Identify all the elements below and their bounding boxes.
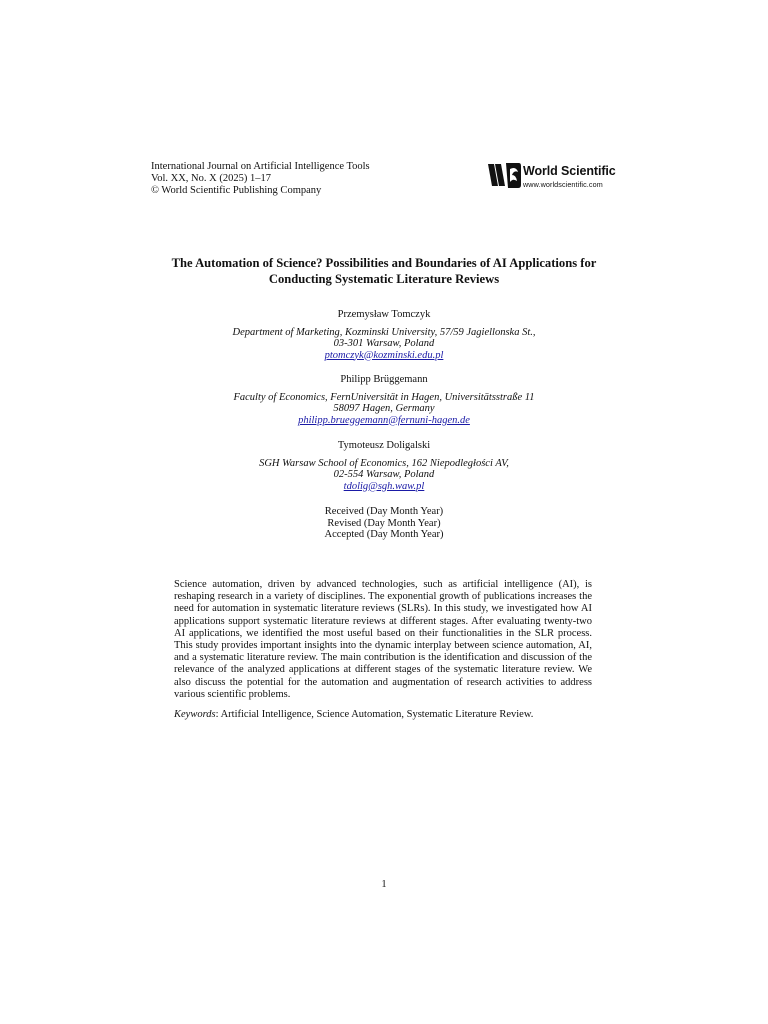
date-received: Received (Day Month Year): [324, 506, 444, 517]
world-scientific-logo-icon: [486, 161, 522, 189]
author-block-3: [150, 440, 618, 492]
author-block-1: [150, 309, 618, 361]
title-line-2: Conducting Systematic Literature Reviews: [268, 271, 500, 286]
author-name: Tymoteusz Doligalski: [337, 440, 431, 451]
author-affiliation: SGH Warsaw School of Economics, 162 Niepodległości AV,: [259, 457, 509, 469]
title-line-1: The Automation of Science? Possibilities and Boundaries of AI Applications for: [171, 256, 597, 270]
date-revised: Revised (Day Month Year): [327, 517, 441, 529]
author-name: Przemysław Tomczyk: [337, 309, 431, 320]
author-address: 58097 Hagen, Germany: [333, 403, 435, 414]
author-block-2: [150, 374, 618, 426]
logo-url: www.worldscientific.com: [523, 180, 603, 189]
author-address: 03-301 Warsaw, Poland: [333, 338, 435, 349]
abstract: Science automation, driven by advanced technologies, such as artificial intelligence (AI), is reshaping research in a variety of disciplines. The exponential growth of publications increases the need for automation in systematic literature reviews (SLRs). In this study, we investigated how AI applications support systematic literature reviews at different stages. After evaluating twenty-two AI applications, we identified the most useful based on their functionalities in the SLR process. This study provides important insights into the dynamic interplay between science automation, AI, and a systematic literature review. The main contribution is the identification and discussion of the relevance of the analyzed applications at different stages of the systematic literature review. We also discuss the potential for the automation and augmentation of research activities to address various scientific problems.: [174, 579, 592, 700]
author-affiliation: Department of Marketing, Kozminski University, 57/59 Jagiellonska St.,: [232, 326, 536, 338]
submission-dates: [150, 506, 618, 541]
author-email-link[interactable]: tdolig@sgh.waw.pl: [343, 480, 425, 492]
page-number: 1: [381, 879, 387, 890]
journal-volume: Vol. XX, No. X (2025) 1–17: [151, 173, 271, 184]
author-email-link[interactable]: philipp.brueggemann@fernuni-hagen.de: [298, 414, 470, 426]
author-affiliation: Faculty of Economics, FernUniversität in Hagen, Universitätsstraße 11: [233, 391, 535, 403]
journal-name: International Journal on Artificial Intelligence Tools: [151, 161, 370, 172]
date-accepted: Accepted (Day Month Year): [324, 529, 444, 540]
journal-info: [151, 161, 370, 197]
paper-title: [120, 256, 648, 287]
keywords-label: Keywords: [174, 709, 216, 720]
journal-copyright: © World Scientific Publishing Company: [151, 185, 322, 196]
keywords-text: : Artificial Intelligence, Science Automation, Systematic Literature Review.: [215, 709, 534, 720]
author-email-link[interactable]: ptomczyk@kozminski.edu.pl: [324, 349, 444, 361]
publisher-logo: [486, 160, 618, 192]
author-address: 02-554 Warsaw, Poland: [333, 469, 435, 480]
author-name: Philipp Brüggemann: [340, 374, 428, 385]
logo-name: World Scientific: [523, 164, 616, 178]
keywords: [174, 709, 533, 720]
